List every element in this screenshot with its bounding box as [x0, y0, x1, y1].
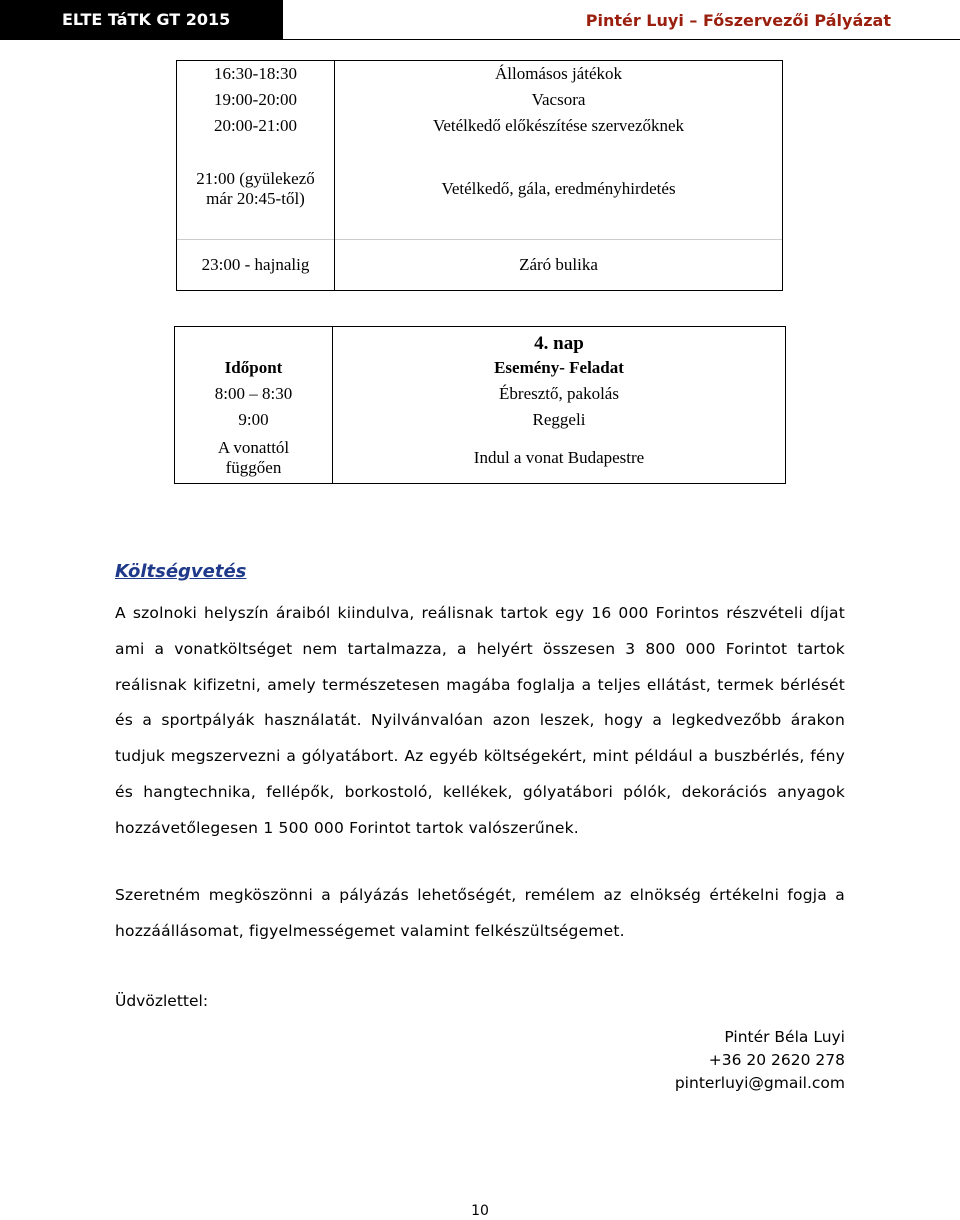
- budget-paragraph: A szolnoki helyszín áraiból kiindulva, reálisnak tartok egy 16 000 Forintos részvételi díjat ami a vonatköltséget nem tartalmazza, a helyért összesen 3 800 000 Forintot tartok reálisnak kifizetni, amely természetesen magába foglalja a teljes ellátást, termek bérlését és a sportpályák használatát. Nyilvánvalóan azon leszek, hogy a legkedvezőbb árakon tudjuk megszervezni a gólyatábort. Az egyéb költségekért, mint például a buszbérlés, fény és hangtechnika, fellépők, borkostoló, kellékek, gólyatábori pólók, dekorációs anyagok hozzávetőlegesen 1 500 000 Forintot tartok valószerűnek.: [115, 604, 845, 837]
- time-cell: 23:00 - hajnalig: [177, 240, 335, 291]
- time-cell: 20:00-21:00: [177, 113, 335, 139]
- table-row: [175, 381, 786, 407]
- column-header-event: Esemény- Feladat: [333, 355, 786, 381]
- closing-paragraph: Szeretném megköszönni a pályázás lehetőségét, remélem az elnökség értékelni fogja a hozzáállásomat, figyelmességemet valamint felkészültségemet.: [115, 886, 845, 940]
- signature-block: [675, 1026, 845, 1095]
- event-cell: Reggeli: [333, 407, 786, 433]
- event-cell: Vetélkedő, gála, eredményhirdetés: [335, 139, 783, 240]
- schedule-table-day4: [174, 326, 786, 484]
- time-cell: 19:00-20:00: [177, 87, 335, 113]
- table-row: [175, 433, 786, 484]
- time-cell: 9:00: [175, 407, 333, 433]
- time-line: függően: [225, 458, 282, 477]
- table-row: [177, 87, 783, 113]
- signature-phone: +36 20 2620 278: [708, 1051, 845, 1069]
- time-line: A vonattól: [217, 438, 290, 457]
- table-row: [175, 407, 786, 433]
- signature-email: pinterluyi@gmail.com: [674, 1074, 845, 1092]
- event-cell: Vacsora: [335, 87, 783, 113]
- table-row: [177, 113, 783, 139]
- table-row: [177, 139, 783, 240]
- time-cell: [175, 433, 333, 484]
- time-line: 21:00 (gyülekező: [196, 169, 315, 188]
- event-cell: Állomásos játékok: [335, 61, 783, 88]
- column-header-time: Időpont: [175, 355, 333, 381]
- event-cell: Vetélkedő előkészítése szervezőknek: [335, 113, 783, 139]
- day-header: 4. nap: [333, 327, 786, 356]
- event-cell: Indul a vonat Budapestre: [333, 433, 786, 484]
- section-title-budget: Költségvetés: [115, 561, 247, 582]
- page-number: 10: [471, 1203, 489, 1219]
- signature-name: Pintér Béla Luyi: [724, 1028, 845, 1046]
- event-cell: Ébresztő, pakolás: [333, 381, 786, 407]
- table-header-row: [175, 355, 786, 381]
- table-row: [175, 327, 786, 356]
- header-divider: [283, 39, 960, 40]
- table-row: [177, 61, 783, 88]
- event-cell: Záró bulika: [335, 240, 783, 291]
- schedule-table-day3: [176, 60, 783, 291]
- table-row: [177, 240, 783, 291]
- greeting: Üdvözlettel:: [115, 992, 209, 1010]
- time-cell: [177, 139, 335, 240]
- time-line: már 20:45-től): [206, 189, 305, 208]
- time-cell: 16:30-18:30: [177, 61, 335, 88]
- day-header-spacer: [175, 327, 333, 356]
- header-title: Pintér Luyi – Főszervezői Pályázat: [585, 11, 891, 30]
- time-cell: 8:00 – 8:30: [175, 381, 333, 407]
- header-tag: ELTE TáTK GT 2015: [0, 0, 283, 40]
